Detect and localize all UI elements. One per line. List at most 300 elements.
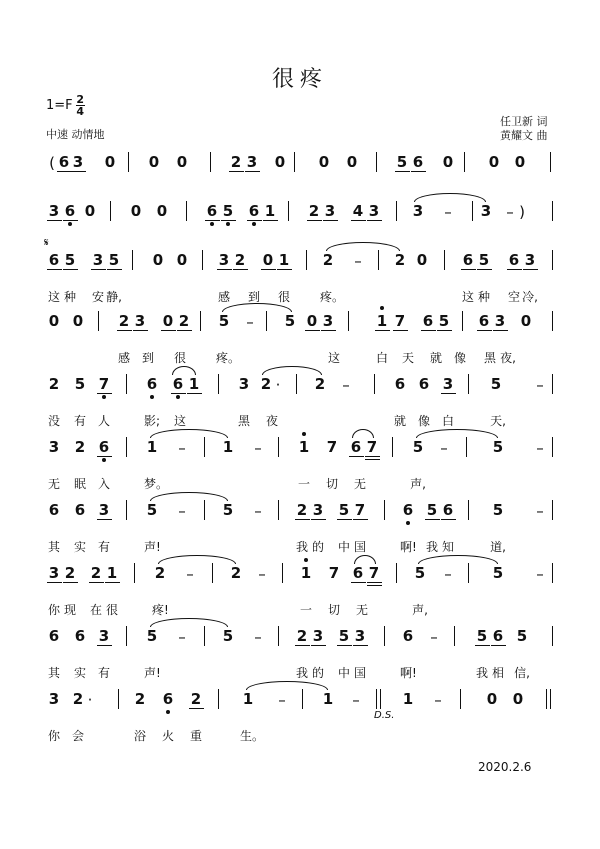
lyric-syllable: 夜,: [500, 351, 516, 365]
notation-symbol: –: [254, 439, 262, 457]
note: 2: [230, 564, 242, 582]
note: 6: [402, 627, 414, 645]
note: 3: [324, 202, 336, 220]
barline: [552, 563, 553, 583]
duration-underline: [89, 582, 104, 583]
lyric-syllable: 白: [375, 351, 388, 365]
high-octave-dot: [302, 432, 306, 436]
time-signature-top: 2: [76, 93, 84, 106]
note: 6: [394, 375, 406, 393]
lyric-syllable: 有: [73, 414, 86, 428]
lyric-syllable: 疼。: [320, 290, 345, 304]
notation-symbol: –: [278, 691, 286, 709]
barline: [282, 563, 283, 583]
low-octave-dot: [166, 710, 170, 714]
high-octave-dot: [304, 558, 308, 562]
lyric-syllable: 到: [141, 351, 154, 365]
lyric-syllable: 实: [73, 666, 86, 680]
barline: [204, 437, 205, 457]
note: 7: [394, 312, 406, 330]
low-octave-dot: [176, 395, 180, 399]
duration-underline: [365, 459, 380, 460]
note: 3: [480, 202, 492, 220]
barline: [472, 201, 473, 221]
note: 3: [238, 375, 250, 393]
barline: [278, 626, 279, 646]
duration-underline: [221, 220, 236, 221]
duration-underline: [161, 330, 176, 331]
duration-underline: [367, 585, 382, 586]
lyric-syllable: 信,: [514, 666, 530, 680]
barline: [468, 374, 469, 394]
lyric-syllable: 一: [297, 477, 310, 491]
note: 1: [376, 312, 388, 330]
duration-underline: [365, 456, 380, 457]
duration-underline: [307, 220, 322, 221]
composer-credit: 黄耀文 曲: [500, 129, 548, 142]
notation-symbol: –: [254, 628, 262, 646]
lyric-syllable: 其: [47, 540, 60, 554]
lyric-syllable: 天,: [490, 414, 506, 428]
lyric-syllable: 安: [91, 290, 104, 304]
lyric-syllable: 道,: [490, 540, 506, 554]
duration-underline: [295, 645, 310, 646]
note: 2: [190, 690, 202, 708]
duration-underline: [411, 171, 426, 172]
lyric-syllable: 啊!: [400, 666, 417, 680]
note: 1: [106, 564, 118, 582]
lyric-syllable: 感: [217, 290, 230, 304]
note: 3: [322, 312, 334, 330]
barline: [204, 626, 205, 646]
note: 5: [396, 153, 408, 171]
lyric-syllable: 像: [453, 351, 466, 365]
duration-underline: [233, 269, 248, 270]
lyric-syllable: 我: [295, 666, 308, 680]
score-row: [0, 250, 600, 320]
low-octave-dot: [102, 395, 106, 399]
score-row: [0, 689, 600, 759]
note: 3: [48, 438, 60, 456]
note: 3: [48, 690, 60, 708]
low-octave-dot: [252, 222, 256, 226]
duration-underline: [63, 220, 78, 221]
note: 5: [412, 438, 424, 456]
barline: [444, 250, 445, 270]
duration-underline: [353, 645, 368, 646]
note: 0: [48, 312, 60, 330]
note: 2: [134, 690, 146, 708]
lyric-syllable: 到: [247, 290, 260, 304]
note: 5: [64, 251, 76, 269]
low-octave-dot: [102, 458, 106, 462]
note: 1: [402, 690, 414, 708]
lyric-syllable: 无: [47, 477, 60, 491]
duration-underline: [63, 269, 78, 270]
duration-underline: [507, 269, 522, 270]
note: 6: [58, 153, 70, 171]
lyric-syllable: 种: [63, 290, 76, 304]
duration-underline: [395, 171, 410, 172]
duration-underline: [441, 393, 456, 394]
barline: [392, 437, 393, 457]
note: 6: [508, 251, 520, 269]
note: 0: [84, 202, 96, 220]
duration-underline: [351, 220, 366, 221]
note: 5: [426, 501, 438, 519]
lyric-syllable: 无: [355, 603, 368, 617]
lyric-syllable: 你: [47, 729, 60, 743]
note: 1: [242, 690, 254, 708]
barline: [376, 152, 377, 172]
barline: [384, 500, 385, 520]
notation-symbol: –: [254, 502, 262, 520]
duration-underline: [475, 645, 490, 646]
note: 3: [72, 153, 84, 171]
duration-underline: [63, 582, 78, 583]
note: 3: [98, 627, 110, 645]
barline: [454, 626, 455, 646]
note: 0: [148, 153, 160, 171]
note: 5: [222, 202, 234, 220]
note: 1: [222, 438, 234, 456]
note: 0: [488, 153, 500, 171]
note: 1: [188, 375, 200, 393]
barline: [378, 250, 379, 270]
duration-underline: [177, 330, 192, 331]
duration-underline: [295, 519, 310, 520]
notation-symbol: –: [444, 565, 452, 583]
lyric-syllable: 就: [429, 351, 442, 365]
note: 0: [72, 312, 84, 330]
note: 2: [230, 153, 242, 171]
duration-underline: [337, 645, 352, 646]
duration-underline: [97, 393, 112, 394]
note: 6: [442, 501, 454, 519]
note: 6: [402, 501, 414, 519]
notation-symbol: ): [519, 203, 525, 221]
note: 7: [354, 501, 366, 519]
barline: [552, 374, 553, 394]
score-row: [0, 500, 600, 570]
barline: [552, 250, 553, 270]
duration-underline: [97, 519, 112, 520]
high-octave-dot: [380, 306, 384, 310]
note: 2: [64, 564, 76, 582]
note: 7: [326, 438, 338, 456]
duration-underline: [311, 645, 326, 646]
duration-underline: [321, 330, 336, 331]
note: 3: [312, 501, 324, 519]
notation-symbol: –: [354, 252, 362, 270]
note: 0: [130, 202, 142, 220]
note: 3: [218, 251, 230, 269]
dal-segno-mark: D.S.: [374, 710, 395, 721]
note: 5: [146, 501, 158, 519]
duration-underline: [217, 269, 232, 270]
barline: [202, 250, 203, 270]
note: 2: [296, 627, 308, 645]
note: 5: [222, 627, 234, 645]
note: 2: [72, 690, 84, 708]
note: 5: [338, 501, 350, 519]
note: 6: [98, 438, 110, 456]
note: 2: [48, 375, 60, 393]
note: 3: [92, 251, 104, 269]
lyric-syllable: 国: [353, 666, 366, 680]
note: 7: [328, 564, 340, 582]
duration-underline: [351, 582, 366, 583]
barline: [348, 311, 349, 331]
notation-symbol: –: [536, 439, 544, 457]
barline: [200, 311, 201, 331]
barline: [384, 626, 385, 646]
lyric-syllable: 就: [393, 414, 406, 428]
duration-underline: [47, 269, 62, 270]
barline: [302, 689, 303, 709]
note: 0: [346, 153, 358, 171]
note: 5: [284, 312, 296, 330]
note: 5: [438, 312, 450, 330]
lyric-syllable: 冷,: [522, 290, 538, 304]
duration-underline: [47, 582, 62, 583]
barline: [126, 500, 127, 520]
barline: [98, 311, 99, 331]
note: 5: [74, 375, 86, 393]
barline: [552, 500, 553, 520]
barline: [212, 563, 213, 583]
note: 2: [322, 251, 334, 269]
notation-symbol: –: [258, 565, 266, 583]
barline: [288, 201, 289, 221]
duration-underline: [47, 220, 62, 221]
duration-underline: [91, 269, 106, 270]
key-signature: [46, 94, 85, 117]
duration-underline: [187, 393, 202, 394]
note: 0: [306, 312, 318, 330]
notation-symbol: –: [440, 439, 448, 457]
lyric-syllable: 疼。: [216, 351, 241, 365]
duration-underline: [305, 330, 320, 331]
barline: [464, 152, 465, 172]
score-row: [0, 563, 600, 633]
barline: [552, 311, 553, 331]
note: 6: [412, 153, 424, 171]
barline: [374, 374, 375, 394]
note: 6: [492, 627, 504, 645]
lyric-syllable: 我: [295, 540, 308, 554]
note: 2: [154, 564, 166, 582]
duration-underline: [277, 269, 292, 270]
barline: [552, 626, 553, 646]
duration-underline: [189, 708, 204, 709]
note: 6: [172, 375, 184, 393]
note: 5: [492, 438, 504, 456]
note: 3: [524, 251, 536, 269]
note: 3: [134, 312, 146, 330]
duration-underline: [107, 269, 122, 270]
note: 1: [264, 202, 276, 220]
note: 5: [222, 501, 234, 519]
lyric-syllable: 黑: [483, 351, 496, 365]
notation-symbol: –: [178, 439, 186, 457]
notation-symbol: ·: [275, 376, 281, 394]
barline: [376, 689, 377, 709]
lyric-syllable: 声,: [410, 477, 426, 491]
lyric-syllable: 一: [299, 603, 312, 617]
barline: [278, 437, 279, 457]
barline: [396, 201, 397, 221]
duration-underline: [245, 171, 260, 172]
barline: [186, 201, 187, 221]
lyric-syllable: 声,: [412, 603, 428, 617]
lyric-syllable: 其: [47, 666, 60, 680]
note: 1: [322, 690, 334, 708]
lyric-syllable: 无: [353, 477, 366, 491]
note: 5: [146, 627, 158, 645]
barline: [134, 563, 135, 583]
note: 6: [248, 202, 260, 220]
duration-underline: [229, 171, 244, 172]
barline: [546, 689, 547, 709]
duration-underline: [97, 645, 112, 646]
duration-underline: [353, 519, 368, 520]
note: 0: [520, 312, 532, 330]
notation-symbol: –: [352, 691, 360, 709]
notation-symbol: –: [444, 203, 452, 221]
notation-symbol: –: [536, 376, 544, 394]
note: 4: [352, 202, 364, 220]
note: 0: [104, 153, 116, 171]
lyric-syllable: 入: [97, 477, 110, 491]
barline: [278, 500, 279, 520]
key-label: 1=F: [46, 98, 73, 113]
barline: [468, 500, 469, 520]
time-signature-bottom: 4: [76, 105, 84, 118]
barline: [466, 437, 467, 457]
barline: [126, 626, 127, 646]
lyric-syllable: 中: [337, 540, 350, 554]
note: 6: [74, 501, 86, 519]
duration-underline: [393, 330, 408, 331]
duration-underline: [523, 269, 538, 270]
note: 2: [260, 375, 272, 393]
lyric-syllable: 影;: [144, 414, 161, 428]
barline: [118, 689, 119, 709]
note: 0: [156, 202, 168, 220]
duration-underline: [425, 519, 440, 520]
note: 3: [494, 312, 506, 330]
lyric-syllable: 你: [47, 603, 60, 617]
note: 0: [416, 251, 428, 269]
duration-underline: [323, 220, 338, 221]
note: 0: [152, 251, 164, 269]
note: 0: [262, 251, 274, 269]
barline: [380, 689, 381, 709]
note: 5: [476, 627, 488, 645]
lyric-syllable: 实: [73, 540, 86, 554]
note: 2: [90, 564, 102, 582]
lyric-syllable: 在: [89, 603, 102, 617]
note: 6: [478, 312, 490, 330]
note: 6: [350, 438, 362, 456]
note: 1: [278, 251, 290, 269]
lyric-syllable: 中: [337, 666, 350, 680]
duration-underline: [171, 393, 186, 394]
note: 1: [300, 564, 312, 582]
notation-symbol: –: [178, 502, 186, 520]
duration-underline: [311, 519, 326, 520]
notation-symbol: –: [536, 565, 544, 583]
barline: [266, 311, 267, 331]
barline: [396, 563, 397, 583]
notation-symbol: –: [506, 203, 514, 221]
lyric-syllable: 知: [441, 540, 454, 554]
note: 0: [486, 690, 498, 708]
duration-underline: [97, 456, 112, 457]
duration-underline: [367, 582, 382, 583]
barline: [550, 152, 551, 172]
time-signature: [76, 94, 85, 117]
lyric-syllable: 有: [97, 540, 110, 554]
lyric-syllable: 很: [105, 603, 118, 617]
tempo-marking: 中速 动情地: [46, 128, 105, 141]
lyric-syllable: 眠: [73, 477, 86, 491]
note: 0: [176, 153, 188, 171]
lyric-syllable: 黑: [237, 414, 250, 428]
lyric-syllable: 像: [417, 414, 430, 428]
note: 5: [414, 564, 426, 582]
notation-symbol: (: [49, 154, 55, 172]
lyric-syllable: 浴: [133, 729, 146, 743]
notation-symbol: –: [246, 313, 254, 331]
notation-symbol: –: [430, 628, 438, 646]
note: 6: [64, 202, 76, 220]
note: 3: [48, 564, 60, 582]
lyric-syllable: 这: [327, 351, 340, 365]
lyric-syllable: 没: [47, 414, 60, 428]
barline: [204, 500, 205, 520]
duration-underline: [477, 330, 492, 331]
note: 3: [368, 202, 380, 220]
duration-underline: [367, 220, 382, 221]
note: 5: [492, 501, 504, 519]
lyric-syllable: 我: [475, 666, 488, 680]
lyric-syllable: 夜: [265, 414, 278, 428]
barline: [550, 689, 551, 709]
note: 5: [490, 375, 502, 393]
lyric-syllable: 有: [97, 666, 110, 680]
note: 3: [312, 627, 324, 645]
lyric-syllable: 梦。: [144, 477, 169, 491]
lyric-syllable: 会: [71, 729, 84, 743]
lyric-syllable: 这: [173, 414, 186, 428]
duration-underline: [441, 519, 456, 520]
score-row: [0, 437, 600, 507]
duration-underline: [133, 330, 148, 331]
lyric-syllable: 感: [117, 351, 130, 365]
lyric-syllable: 疼!: [152, 603, 169, 617]
note: 6: [48, 627, 60, 645]
lyric-syllable: 声!: [144, 666, 161, 680]
note: 2: [234, 251, 246, 269]
lyric-syllable: 的: [311, 666, 324, 680]
notation-symbol: –: [536, 502, 544, 520]
low-octave-dot: [406, 521, 410, 525]
note: 0: [442, 153, 454, 171]
note: 1: [146, 438, 158, 456]
duration-underline: [117, 330, 132, 331]
